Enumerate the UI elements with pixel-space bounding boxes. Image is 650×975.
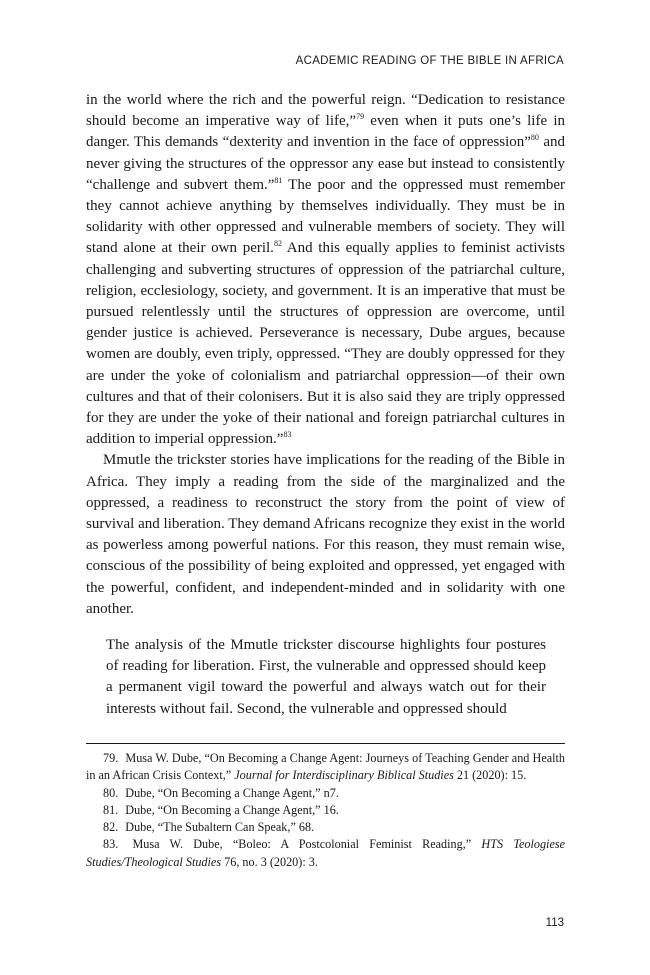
paragraph-text: in the world where the rich and the powerful reign. “Dedication to resistance should become an imperative way of life,” (86, 92, 565, 130)
footnote-number: 82. (103, 820, 119, 835)
footnote-83 (86, 836, 565, 871)
footnote-text: Dube, “On Becoming a Change Agent,” 16. (125, 802, 339, 817)
footnote-text: Dube, “The Subaltern Can Speak,” 68. (125, 820, 315, 835)
body-text (86, 90, 565, 620)
footnote-text: Dube, “On Becoming a Change Agent,” n7. (125, 785, 339, 800)
footnote-79 (86, 750, 565, 785)
running-head: ACADEMIC READING OF THE BIBLE IN AFRICA (295, 55, 564, 67)
footnote-text: 21 (2020): 15. (453, 768, 527, 783)
footnote-82 (86, 819, 565, 836)
page-number: 113 (545, 917, 564, 929)
paragraph-text: And this equally applies to feminist activists challenging and subverting structures of oppression of the patriarchal culture, religion, ecclesiology, society, and government. It is an imperative that must be pursued relentlessly until the structures of oppression are overcome, until gender justice is achieved. Perseverance is necessary, Dube argues, because women are doubly, even triply, oppressed. “They are doubly oppressed for they are under the yoke of colonialism and patriarchal oppression—of their own cultures and that of their colonisers. But it is also said they are triply oppressed for they are under the yoke of their national and foreign patriarchal cultures in addition to imperial oppression.” (86, 240, 565, 448)
paragraph-text: The poor and the oppressed must remember they cannot achieve anything by themselves individually. They must be in solidarity with other oppressed and vulnerable members of society. They will stand alone at their own peril. (86, 176, 566, 257)
footnote-number: 81. (103, 802, 119, 817)
footnote-journal-title: Journal for Interdisciplinary Biblical Studies (234, 768, 454, 783)
footnote-ref-81[interactable]: 81 (274, 175, 283, 185)
footnote-ref-83[interactable]: 83 (283, 430, 292, 440)
footnote-number: 83. (103, 837, 119, 852)
footnote-ref-79[interactable]: 79 (356, 112, 365, 122)
footnote-ref-80[interactable]: 80 (530, 133, 539, 143)
footnote-number: 80. (103, 785, 119, 800)
footnote-81 (86, 802, 565, 819)
footnote-number: 79. (103, 751, 119, 765)
paragraph-text: and never giving the structures of the oppressor any ease but instead to consistently “challenge and subvert them.” (86, 134, 565, 193)
footnotes (86, 750, 565, 871)
paragraph-1 (86, 90, 565, 450)
footnote-text: Musa W. Dube, “On Becoming a Change Agent: Journeys of Teaching Gender and Health in an African Crisis Context,” (86, 751, 565, 783)
footnote-ref-82[interactable]: 82 (273, 239, 282, 249)
paragraph-text: even when it puts one’s life in danger. This demands “dexterity and invention in the face of oppression” (86, 113, 565, 151)
paragraph-2: Mmutle the trickster stories have implications for the reading of the Bible in Africa. They imply a reading from the side of the marginalized and the oppressed, a readiness to reconstruct the story from the point of view of survival and liberation. They demand Africans recognize they exist in the world as powerless among powerful nations. For this reason, they must remain wise, conscious of the possibility of being exploited and oppressed, yet engaged with the powerful, confident, and independent-minded and in solidarity with one another. (86, 452, 565, 617)
footnote-text: 76, no. 3 (2020): 3. (221, 854, 318, 869)
footnote-journal-title: HTS Teologiese Studies/Theological Studies (86, 837, 566, 869)
block-quote-text: The analysis of the Mmutle trickster discourse highlights four postures of reading for liberation. First, the vulnerable and oppressed should keep a permanent vigil toward the powerful and always watch out for their interests without fail. Second, the vulnerable and oppressed should (106, 637, 546, 717)
block-quote (106, 635, 546, 720)
footnote-80 (86, 785, 565, 802)
footnote-text: Musa W. Dube, “Boleo: A Postcolonial Feminist Reading,” (132, 837, 482, 852)
footnote-divider (86, 743, 565, 744)
